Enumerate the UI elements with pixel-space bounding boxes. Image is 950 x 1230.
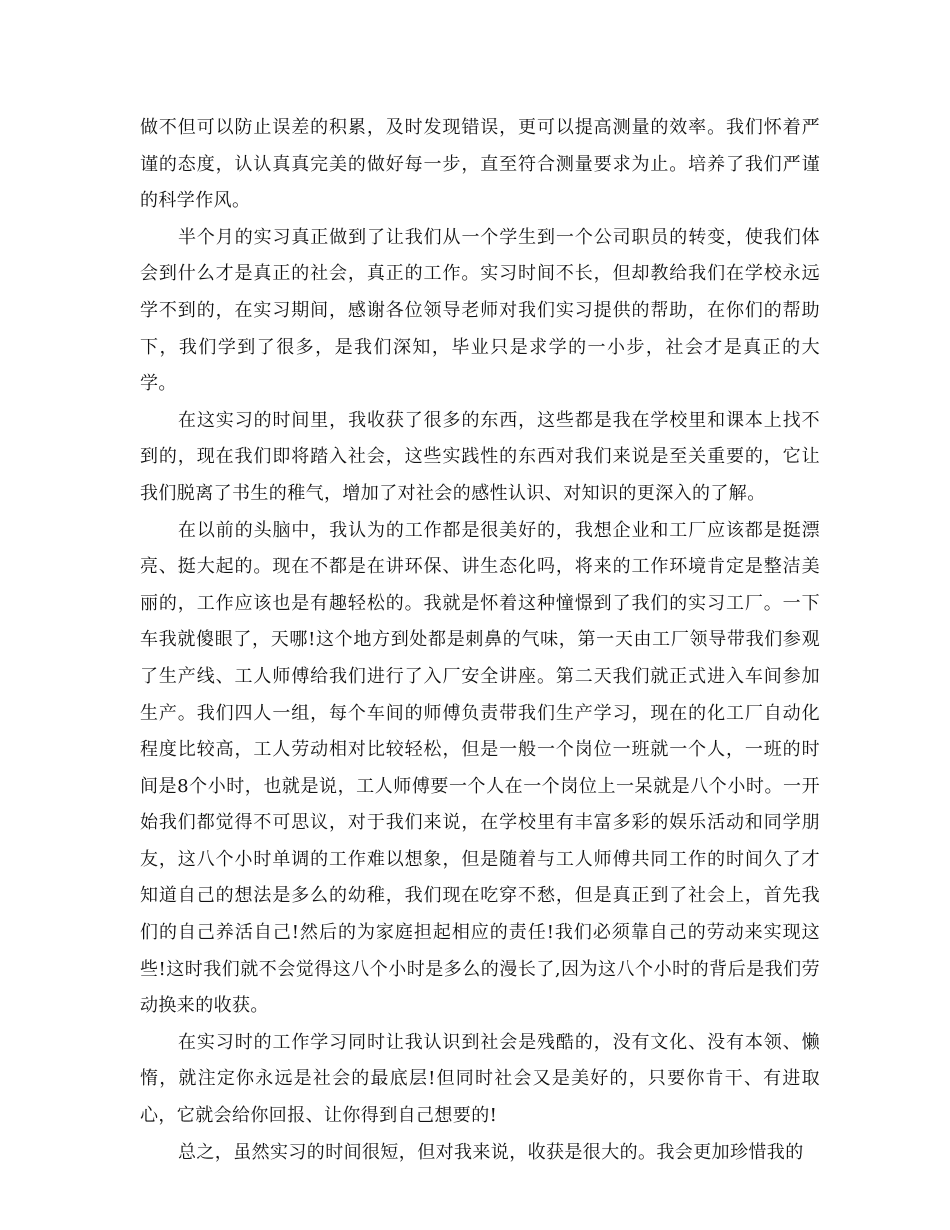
document-body bbox=[140, 110, 820, 1171]
paragraph-6: 总之，虽然实习的时间很短，但对我来说，收获是很大的。我会更加珍惜我的 bbox=[178, 1141, 804, 1163]
paragraph-4: 在以前的头脑中，我认为的工作都是很美好的，我想企业和工厂应该都是挺漂亮、挺大起的。现在不都是在讲环保、讲生态化吗，将来的工作环境肯定是整洁美丽的，工作应该也是有趣轻松的。我就是怀着这种憧憬到了我们的实习工厂。一下车我就傻眼了，天哪!这个地方到处都是刺鼻的气味，第一天由工厂领导带我们参观了生产线、工人师傅给我们进行了入厂安全讲座。第二天我们就正式进入车间参加生产。我们四人一组，每个车间的师傅负责带我们生产学习，现在的化工厂自动化程度比较高，工人劳动相对比较轻松，但是一般一个岗位一班就一个人，一班的时间是8个小时，也就是说，工人师傅要一个人在一个岗位上一呆就是八个小时。一开始我们都觉得不可思议，对于我们来说，在学校里有丰富多彩的娱乐活动和同学朋友，这八个小时单调的工作难以想象，但是随着与工人师傅共同工作的时间久了才知道自己的想法是多么的幼稚，我们现在吃穿不愁，但是真正到了社会上，首先我们的自己养活自己!然后的为家庭担起相应的责任!我们必须靠自己的劳动来实现这些!这时我们就不会觉得这八个小时是多么的漫长了,因为这八个小时的背后是我们劳动换来的收获。 bbox=[140, 519, 820, 1017]
paragraph-1: 做不但可以防止误差的积累，及时发现错误，更可以提高测量的效率。我们怀着严谨的态度，认认真真完美的做好每一步，直至符合测量要求为止。培养了我们严谨的科学作风。 bbox=[140, 117, 820, 212]
paragraph-3: 在这实习的时间里，我收获了很多的东西，这些都是我在学校里和课本上找不到的，现在我们即将踏入社会，这些实践性的东西对我们来说是至关重要的，它让我们脱离了书生的稚气，增加了对社会的感性认识、对知识的更深入的了解。 bbox=[140, 409, 820, 504]
paragraph-2: 半个月的实习真正做到了让我们从一个学生到一个公司职员的转变，使我们体会到什么才是真正的社会，真正的工作。实习时间不长，但却教给我们在学校永远学不到的，在实习期间，感谢各位领导老师对我们实习提供的帮助，在你们的帮助下，我们学到了很多，是我们深知，毕业只是求学的一小步，社会才是真正的大学。 bbox=[140, 226, 820, 395]
paragraph-5: 在实习时的工作学习同时让我认识到社会是残酷的，没有文化、没有本领、懒惰，就注定你永远是社会的最底层!但同时社会又是美好的，只要你肯干、有进取心，它就会给你回报、让你得到自己想要的! bbox=[140, 1031, 820, 1127]
